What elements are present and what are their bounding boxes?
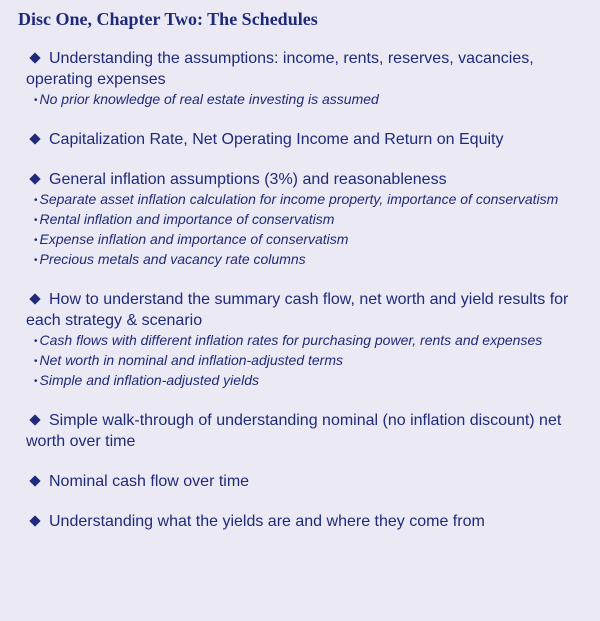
dot-bullet-icon: • [34,255,38,266]
bullet-text: Simple walk-through of understanding nominal (no inflation discount) net worth over time [26,412,562,450]
bullet-line [26,471,580,492]
dot-bullet-icon: • [34,215,38,226]
list-item [26,289,580,391]
sub-item-text: Rental inflation and importance of conservatism [39,211,335,227]
sub-item-text: Cash flows with different inflation rates for purchasing power, rents and expenses [39,332,543,348]
sub-item [26,331,580,351]
dot-bullet-icon: • [34,235,38,246]
list-item [26,471,580,492]
dot-bullet-icon: • [34,195,38,206]
list-item [26,48,580,110]
sub-list [26,90,580,110]
list-item [26,169,580,270]
list-item [26,511,580,532]
dot-bullet-icon: • [34,336,38,347]
bullet-text: Nominal cash flow over time [49,473,250,490]
list-item [26,410,580,452]
sub-item-text: Precious metals and vacancy rate columns [39,251,306,267]
sub-item [26,351,580,371]
diamond-bullet-icon [29,475,40,486]
page-title: Disc One, Chapter Two: The Schedules [18,9,318,29]
diamond-bullet-icon [29,133,40,144]
dot-bullet-icon: • [34,95,38,106]
sub-item [26,210,580,230]
bullet-text: Capitalization Rate, Net Operating Income and Return on Equity [49,131,504,148]
bullet-line [26,129,580,150]
bullet-text: How to understand the summary cash flow, net worth and yield results for each strategy & scenario [26,291,569,329]
diamond-bullet-icon [29,515,40,526]
sub-item-text: Expense inflation and importance of conservatism [39,231,349,247]
sub-item-text: No prior knowledge of real estate investing is assumed [39,91,379,107]
sub-item [26,90,580,110]
dot-bullet-icon: • [34,356,38,367]
bullet-line [26,511,580,532]
sub-item [26,371,580,391]
diamond-bullet-icon [29,293,40,304]
dot-bullet-icon: • [34,376,38,387]
bullet-text: General inflation assumptions (3%) and reasonableness [49,171,447,188]
diamond-bullet-icon [29,173,40,184]
sub-item [26,250,580,270]
sub-item-text: Separate asset inflation calculation for income property, importance of conservatism [39,191,559,207]
bullet-text: Understanding the assumptions: income, rents, reserves, vacancies, operating expenses [26,50,534,88]
bullet-line [26,169,580,190]
bullet-line [26,410,580,452]
list-item [26,129,580,150]
diamond-bullet-icon [29,414,40,425]
sub-item-text: Simple and inflation-adjusted yields [39,372,259,388]
sub-item-text: Net worth in nominal and inflation-adjusted terms [39,352,344,368]
sub-list [26,190,580,270]
bullet-line [26,48,580,90]
sub-item [26,230,580,250]
bullet-line [26,289,580,331]
bullet-text: Understanding what the yields are and where they come from [49,513,485,530]
sub-list [26,331,580,391]
sub-item [26,190,580,210]
diamond-bullet-icon [29,52,40,63]
